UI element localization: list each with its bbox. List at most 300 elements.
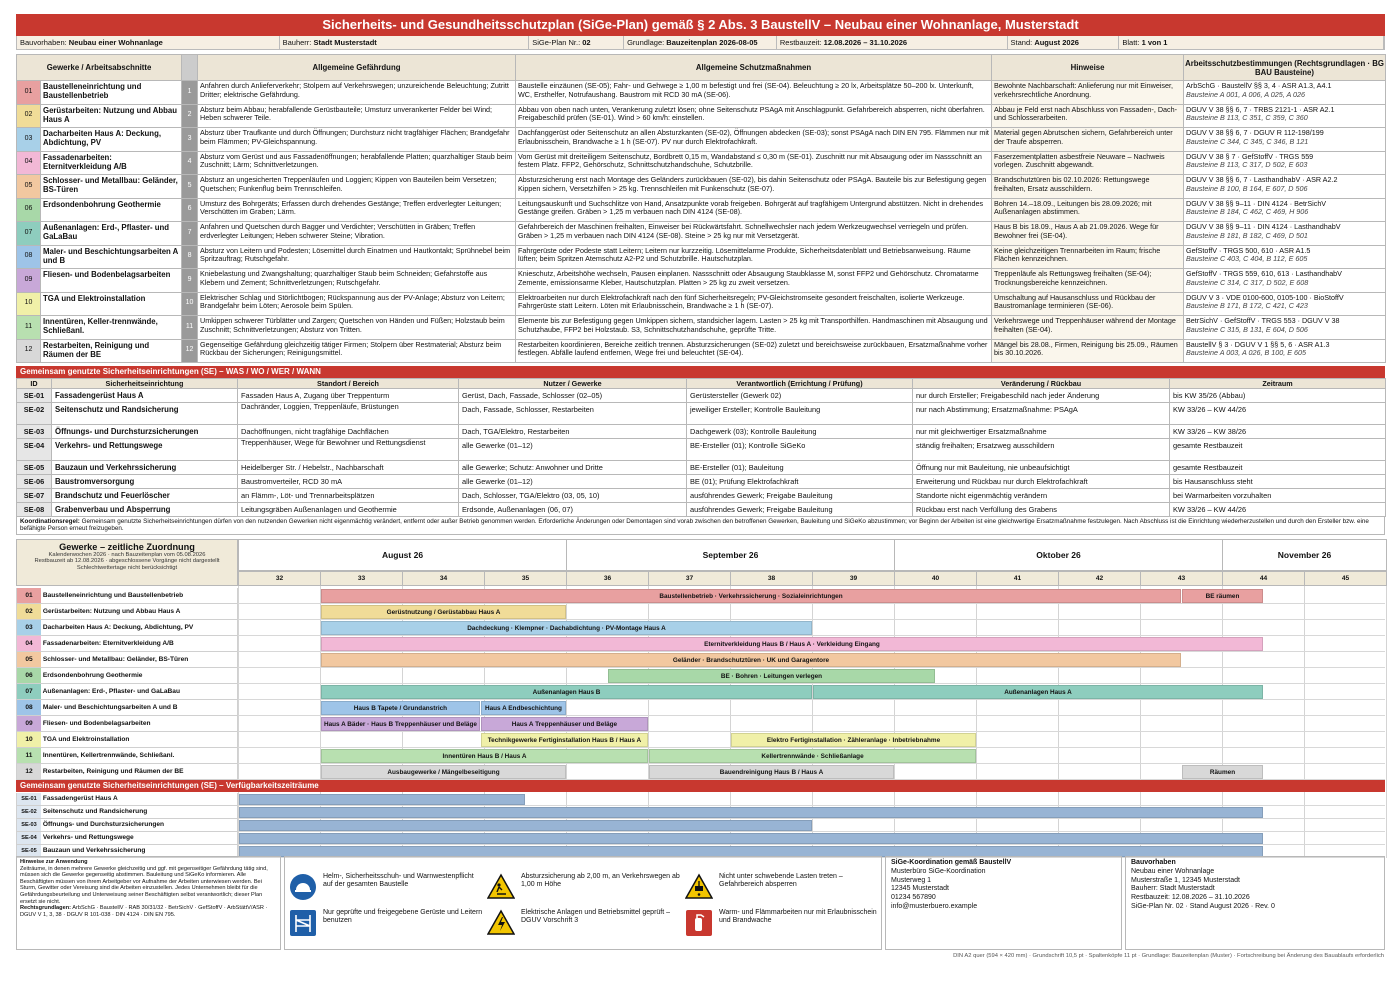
hazard-row — [17, 245, 1386, 269]
hazard-row — [17, 316, 1386, 340]
gantt-row-label — [16, 764, 238, 780]
gewerk-name: Gerüstarbeiten: Nutzung und Abbau Haus A — [41, 104, 182, 128]
recht-cell — [1184, 292, 1386, 316]
gantt-row-label — [16, 748, 238, 764]
meta-value: 1 von 1 — [1141, 38, 1168, 47]
gewerk-number: 07 — [17, 222, 41, 246]
gefaehrdung-cell: Elektrischer Schlag und Störlichtbogen; Rückspannung aus der PV-Anlage; Absturz von Leitern; Brandgefahr beim Löten; Aerosole beim Spülen. — [198, 292, 516, 316]
se-row — [17, 425, 1386, 439]
meta-value: 12.08.2026 – 31.10.2026 — [823, 38, 908, 47]
hinweis-cell: Haus B bis 18.09., Haus A ab 21.09.2026. Wege für Bewohner frei (SE-04). — [992, 222, 1184, 246]
se-cell: Heidelberger Str. / Hebelstr., Nachbarschaft — [238, 461, 459, 475]
se-cell: Erweiterung und Rückbau nur durch Elektrofachkraft — [913, 475, 1170, 489]
se-cell: nur durch Ersteller; Freigabeschild nach jeder Änderung — [913, 389, 1170, 403]
sheet-caption: DIN A2 quer (594 × 420 mm) · Grundschrift 10,5 pt · Spaltenköpfe 11 pt · Grundlage: Bauzeitenplan (Muster) · Fortschreibung bei Änderung des Bauablaufs erforderlich — [953, 953, 1384, 959]
gewerk-name: Erdsondenbohrung Geothermie — [41, 198, 182, 222]
se-cell: Erdsonde, Außenanlagen (06, 07) — [459, 503, 687, 517]
pictogram-text: Warm- und Flämmarbeiten nur mit Erlaubnisschein und Brandwache — [719, 909, 877, 925]
baustein-text: Bausteine A 003, A 026, B 100, E 605 — [1186, 348, 1307, 358]
week-header: 34 — [402, 571, 485, 586]
sigeko-line: 01234 567890 — [891, 894, 936, 902]
gefaehrdung-cell: Anfahren durch Anlieferverkehr; Stolpern auf Verkehrswegen; unzureichende Beleuchtung; Zutritt Dritter; elektrische Gefährdung. — [198, 81, 516, 105]
hinweis-cell: Mängel bis 28.08., Firmen, Reinigung bis 25.09., Räumen bis 30.10.2026. — [992, 339, 1184, 363]
step-number: 8 — [182, 245, 198, 269]
hinweis-cell: Keine gleichzeitigen Trennarbeiten im Raum; frische Flächen kennzeichnen. — [992, 245, 1184, 269]
se-cell: Dachöffnungen, nicht tragfähige Dachflächen — [238, 425, 459, 439]
se-cell: BE-Ersteller (01); Kontrolle SiGeKo — [687, 439, 913, 461]
fire-extinguisher-icon — [685, 909, 713, 937]
gantt-se-bar — [239, 807, 1263, 818]
step-number: 6 — [182, 198, 198, 222]
baustein-text: Bausteine C 403, C 404, B 112, E 605 — [1186, 254, 1308, 264]
recht-cell — [1184, 269, 1386, 293]
baustein-text: Bausteine A 001, A 006, A 025, A 026 — [1186, 89, 1305, 99]
hinweise-text: Zeiträume, in denen mehrere Gewerke gleichzeitig und ggf. mit gegenseitiger Gefährdung tätig sind, müssen sich die Gewerke gegenseitig abstimmen. Bauleitung und SiGeKo informieren. Alle Beschäftigten müssen von ihrem Arbeitgeber vor Aufnahme der Arbeiten unterwiesen werden. Bei Sturm, Gewitter oder Vereisung sind die Arbeiten einzustellen. Jedes Unternehmen bleibt für die Gefährdungsbeurteilung und Unterweisung seiner Beschäftigten selbst verantwortlich; dieser Plan ersetzt sie nicht. — [20, 865, 268, 905]
gantt-row-number: 02 — [17, 604, 41, 619]
week-header: 38 — [730, 571, 813, 586]
se-cell: Gerüstersteller (Gewerk 02) — [687, 389, 913, 403]
meta-value: Bauzeitenplan 2026-08-05 — [666, 38, 758, 47]
gantt-row-name: Außenanlagen: Erd-, Pflaster- und GaLaBau — [41, 688, 180, 695]
hazard-row — [17, 269, 1386, 293]
week-header: 40 — [894, 571, 977, 586]
se-cell: ausführendes Gewerk; Freigabe Bauleitung — [687, 489, 913, 503]
hinweise-box — [16, 856, 281, 950]
gantt-se-id: SE-04 — [17, 832, 41, 844]
recht-cell — [1184, 81, 1386, 105]
gewerk-number: 10 — [17, 292, 41, 316]
recht-label: Rechtsgrundlagen: — [20, 905, 71, 912]
gantt-row-label — [16, 700, 238, 716]
col-schutz: Allgemeine Schutzmaßnahmen — [516, 55, 992, 81]
baustein-text: Bausteine C 315, B 131, E 604, D 506 — [1186, 324, 1308, 334]
hinweise-title: Hinweise zur Anwendung — [20, 859, 88, 865]
gantt-row-label — [16, 604, 238, 620]
se-cell: Baustromverteiler, RCD 30 mA — [238, 475, 459, 489]
meta-value: August 2026 — [1034, 38, 1079, 47]
pictogram-text: Absturzsicherung ab 2,00 m, an Verkehrswegen ab 1,00 m Höhe — [521, 873, 680, 889]
gewerk-number: 12 — [17, 339, 41, 363]
pictogram-text: Helm-, Sicherheitsschuh- und Warnwestenpflicht auf der gesamten Baustelle — [323, 873, 474, 889]
gefaehrdung-cell: Anfahren und Quetschen durch Bagger und Verdichter; Verschütten in Gräben; Treffen erdverlegter Leitungen; Heben schwerer Steine; Vibration. — [198, 222, 516, 246]
gantt-row-name: Erdsondenbohrung Geothermie — [41, 672, 143, 679]
gantt-bar: Technikgewerke Fertiginstallation Haus B / Haus A — [481, 733, 648, 747]
se-header: Zeitraum — [1170, 379, 1386, 389]
recht-cell — [1184, 316, 1386, 340]
gantt-row-name: Schlosser- und Metallbau: Geländer, BS-Türen — [41, 656, 189, 663]
footer — [16, 856, 1385, 950]
month-header: November 26 — [1222, 539, 1387, 571]
gefaehrdung-cell: Absturz vom Gerüst und aus Fassadenöffnungen; herabfallende Platten; quarzhaltiger Staub beim Zuschnitt; Lärm; Schnittverletzungen. — [198, 151, 516, 175]
meta-field — [777, 36, 1008, 49]
gantt-row-label — [16, 620, 238, 636]
gantt-row-number: 01 — [17, 588, 41, 603]
week-header: 42 — [1058, 571, 1141, 586]
gantt-row-label — [16, 588, 238, 604]
se-cell: Fassadengerüst Haus A — [52, 389, 238, 403]
recht-text: BetrSichV · GefStoffV · TRGS 553 · DGUV V 38 — [1186, 316, 1340, 325]
meta-field — [624, 36, 777, 49]
se-row — [17, 389, 1386, 403]
se-cell: BE (01); Prüfung Elektrofachkraft — [687, 475, 913, 489]
hazard-row — [17, 292, 1386, 316]
se-cell: gesamte Restbauzeit — [1170, 439, 1386, 461]
se-cell: SE-07 — [17, 489, 52, 503]
se-cell: SE-06 — [17, 475, 52, 489]
month-header: August 26 — [238, 539, 567, 571]
hazard-row — [17, 222, 1386, 246]
se-cell: Standorte nicht eigenmächtig verändern — [913, 489, 1170, 503]
meta-label: Restbauzeit: — [779, 38, 824, 47]
gantt-row-label — [16, 636, 238, 652]
recht-text: DGUV V 38 § 7 · GefStoffV · TRGS 559 — [1186, 151, 1314, 161]
suspended-load-icon — [685, 873, 713, 901]
recht-text: DGUV V 38 §§ 6, 7 · LasthandhabV · ASR A2.2 — [1186, 175, 1338, 184]
sigeko-title: SiGe-Koordination gemäß BaustellV — [891, 859, 1012, 866]
gantt-row-number: 10 — [17, 732, 41, 747]
baustein-text: Bausteine B 100, B 164, E 607, D 506 — [1186, 183, 1308, 193]
se-cell: alle Gewerke; Schutz: Anwohner und Dritte — [459, 461, 687, 475]
gantt-row-number: 07 — [17, 684, 41, 699]
meta-field — [1008, 36, 1120, 49]
hinweis-cell: Material gegen Abrutschen sichern, Gefahrbereich unter der Traufe absperren. — [992, 128, 1184, 152]
gantt-row-label — [16, 668, 238, 684]
gantt-row-number: 04 — [17, 636, 41, 651]
gewerk-name: Außenanlagen: Erd-, Pflaster- und GaLaBau — [41, 222, 182, 246]
hinweis-cell: Abbau je Feld erst nach Abschluss von Fassaden-, Dach- und Schlosserarbeiten. — [992, 104, 1184, 128]
baustein-text: Bausteine B 184, C 462, C 469, H 906 — [1186, 207, 1309, 217]
gantt-bar: Haus A Treppenhäuser und Beläge — [481, 717, 648, 731]
se-cell: bis Hausanschluss steht — [1170, 475, 1386, 489]
pictogram-text: Nur geprüfte und freigegebene Gerüste und Leitern benutzen — [323, 909, 483, 925]
recht-cell — [1184, 245, 1386, 269]
gantt-row-number: 11 — [17, 748, 41, 763]
schutz-cell: Fahrgerüste oder Podeste statt Leitern; Leitern nur kurzzeitig. Lösemittelarme Produkte, Sicherheitsdatenblatt und Betriebsanweisung. Räume lüften; beim Spritzen Atemschutz A2-P2 und Schutzbrille. Hautschutzplan. — [516, 245, 992, 269]
gantt-bar: Dachdeckung · Klempner · Dachabdichtung · PV-Montage Haus A — [321, 621, 812, 635]
meta-value: Stadt Musterstadt — [313, 38, 377, 47]
gantt-row-name: Gerüstarbeiten: Nutzung und Abbau Haus A — [41, 608, 181, 615]
hazard-row — [17, 151, 1386, 175]
hinweis-cell: Bewohnte Nachbarschaft: Anlieferung nur mit Einweiser, verkehrsrechtliche Anordnung. — [992, 81, 1184, 105]
se-cell: nur nach Abstimmung; Ersatzmaßnahme: PSAgA — [913, 403, 1170, 425]
gantt-se-label — [16, 832, 238, 845]
se-cell: Dachränder, Loggien, Treppenläufe, Brüstungen — [238, 403, 459, 425]
se-header: Nutzer / Gewerke — [459, 379, 687, 389]
se-cell: Leitungsgräben Außenanlagen und Geothermie — [238, 503, 459, 517]
step-number: 1 — [182, 81, 198, 105]
scaffold-icon — [289, 909, 317, 937]
schutz-cell: Elektroarbeiten nur durch Elektrofachkraft nach den fünf Sicherheitsregeln; PV-Gleichstromseite gesondert freischalten, isolierte Werkzeuge. Fahrgerüste statt Leitern. Löten mit Erlaubnisschein, Brandwache ≥ 1 h (SE-07). — [516, 292, 992, 316]
gewerk-number: 04 — [17, 151, 41, 175]
gewerk-number: 06 — [17, 198, 41, 222]
gantt-se-label — [16, 806, 238, 819]
pictogram-item — [487, 909, 682, 937]
se-cell: ständig freihalten; Ersatzweg ausschildern — [913, 439, 1170, 461]
gantt-row-number: 09 — [17, 716, 41, 731]
gantt-se-name: Verkehrs- und Rettungswege — [41, 834, 134, 841]
se-cell: ausführendes Gewerk; Freigabe Bauleitung — [687, 503, 913, 517]
hinweis-cell: Verkehrswege und Treppenhäuser während der Montage freihalten (SE-04). — [992, 316, 1184, 340]
schutz-cell: Elemente bis zur Befestigung gegen Umkippen sichern, standsicher lagern. Lasten > 25 kg mit Transporthilfen. Handmaschinen mit Absaugung und Schutzhaube, FFP2 bei Holzstaub. S3, Schnittschutzhandschuhe, geprüfte Tritte. — [516, 316, 992, 340]
gewerk-number: 05 — [17, 175, 41, 199]
gantt-row-number: 12 — [17, 764, 41, 779]
recht-text: BaustellV § 3 · DGUV V 1 §§ 5, 6 · ASR A1.3 — [1186, 339, 1330, 349]
recht-text: DGUV V 38 §§ 6, 7 · TRBS 2121-1 · ASR A2.1 — [1186, 104, 1335, 114]
week-header: 39 — [812, 571, 895, 586]
se-cell: bis KW 35/26 (Abbau) — [1170, 389, 1386, 403]
pictogram-item — [487, 873, 682, 901]
se-header: Standort / Bereich — [238, 379, 459, 389]
gantt-row-name: Dacharbeiten Haus A: Deckung, Abdichtung, PV — [41, 624, 194, 631]
gewerk-number: 11 — [17, 316, 41, 340]
se-cell: Treppenhäuser, Wege für Bewohner und Rettungsdienst — [238, 439, 459, 461]
gantt-bar: Ausbaugewerke / Mängelbeseitigung — [321, 765, 566, 779]
gewerk-name: Dacharbeiten Haus A: Deckung, Abdichtung, PV — [41, 128, 182, 152]
se-cell: BE-Ersteller (01); Bauleitung — [687, 461, 913, 475]
helmet-icon — [289, 873, 317, 901]
se-header: Verantwortlich (Errichtung / Prüfung) — [687, 379, 913, 389]
se-cell: Gerüst, Dach, Fassade, Schlosser (02–05) — [459, 389, 687, 403]
electric-warning-icon — [487, 909, 515, 937]
week-header: 37 — [648, 571, 731, 586]
gantt-bar: Außenanlagen Haus A — [813, 685, 1263, 699]
se-cell: SE-01 — [17, 389, 52, 403]
meta-value: 02 — [582, 38, 591, 47]
hazard-row — [17, 175, 1386, 199]
baustein-text: Bausteine B 181, B 182, C 469, D 501 — [1186, 230, 1308, 240]
gantt-row-number: 03 — [17, 620, 41, 635]
step-number: 7 — [182, 222, 198, 246]
se-cell: Rückbau erst nach Verfüllung des Grabens — [913, 503, 1170, 517]
gantt-se-title: Gemeinsam genutzte Sicherheitseinrichtungen (SE) – Verfügbarkeitszeiträume — [16, 780, 1385, 792]
se-row — [17, 475, 1386, 489]
gantt-row-name: Fliesen- und Bodenbelagsarbeiten — [41, 720, 151, 727]
schutz-cell: Baustelle einzäunen (SE-05); Fahr- und Gehwege ≥ 1,00 m befestigt und frei (SE-04). Beleuchtung ≥ 20 lx, Arbeitsplätze 50–200 lx. Unterkunft, WC, Ersthelfer, Notrufaushang. Baustrom mit RCD 30 mA (SE-06). — [516, 81, 992, 105]
gantt-row-name: TGA und Elektroinstallation — [41, 736, 130, 743]
recht-cell — [1184, 339, 1386, 363]
hinweis-cell: Umschaltung auf Hausanschluss und Rückbau der Baustromanlage terminieren (SE-06). — [992, 292, 1184, 316]
step-number: 11 — [182, 316, 198, 340]
gantt-title: Gewerke – zeitliche Zuordnung — [59, 542, 195, 552]
sigeko-line: info@musterbuero.example — [891, 902, 978, 910]
se-cell: Brandschutz und Feuerlöscher — [52, 489, 238, 503]
sigeko-line: Musterweg 1 — [891, 876, 932, 884]
schutz-cell: Restarbeiten koordinieren, Bereiche zeitlich trennen. Absturzsicherungen (SE-02) zuletzt und bereichsweise zurückbauen, Ersatzmaßnahme vorher festlegen. Abfälle laufend entfernen, Wege frei und beleuchtet (SE-04). — [516, 339, 992, 363]
gantt-bar: Haus A Bäder · Haus B Treppenhäuser und Beläge — [321, 717, 480, 731]
gantt-row-number: 06 — [17, 668, 41, 683]
se-cell: SE-08 — [17, 503, 52, 517]
week-header: 35 — [484, 571, 567, 586]
se-section-title: Gemeinsam genutzte Sicherheitseinrichtungen (SE) – WAS / WO / WER / WANN — [16, 366, 1385, 378]
se-cell: jeweiliger Ersteller; Kontrolle Bauleitung — [687, 403, 913, 425]
gantt-bar: BE räumen — [1182, 589, 1263, 603]
gewerk-name: Innentüren, Keller-trennwände, Schließanl. — [41, 316, 182, 340]
koordinationsregel — [16, 517, 1385, 535]
recht-text: DGUV V 38 §§ 9–11 · DIN 4124 · LasthandhabV — [1186, 222, 1341, 231]
week-header: 36 — [566, 571, 649, 586]
se-cell: alle Gewerke (01–12) — [459, 475, 687, 489]
meta-label: Grundlage: — [627, 38, 667, 47]
step-number: 3 — [182, 128, 198, 152]
gantt-se-name: Öffnungs- und Durchsturzsicherungen — [41, 821, 165, 828]
gantt-bar: Baustellenbetrieb · Verkehrssicherung · Sozialeinrichtungen — [321, 589, 1181, 603]
month-header: Oktober 26 — [894, 539, 1223, 571]
gewerk-number: 01 — [17, 81, 41, 105]
step-number: 5 — [182, 175, 198, 199]
week-header: 43 — [1140, 571, 1223, 586]
step-number: 2 — [182, 104, 198, 128]
recht-text: DGUV V 38 §§ 9–11 · DIN 4124 · BetrSichV — [1186, 198, 1327, 208]
bau-line: SiGe-Plan Nr. 02 · Stand August 2026 · Rev. 0 — [1131, 902, 1275, 910]
recht-cell — [1184, 222, 1386, 246]
page-title: Sicherheits- und Gesundheitsschutzplan (SiGe-Plan) gemäß § 2 Abs. 3 BaustellV – Neubau einer Wohnanlage, Musterstadt — [16, 14, 1385, 36]
gewerk-number: 08 — [17, 245, 41, 269]
gantt-se-name: Fassadengerüst Haus A — [41, 795, 118, 802]
pictogram-item — [685, 909, 880, 937]
gefaehrdung-cell: Kniebelastung und Zwangshaltung; quarzhaltiger Staub beim Schneiden; Gefahrstoffe aus Klebern und Zement; Schnittverletzungen; Rutschgefahr. — [198, 269, 516, 293]
step-number: 9 — [182, 269, 198, 293]
schutz-cell: Abbau von oben nach unten, Verankerung zuletzt lösen; ohne Seitenschutz PSAgA mit Anschlagpunkt. Gefahrbereich absperren, nicht überfahren. Freigabeschild prüfen (SE-01). Wind > 60 km/h: einstellen. — [516, 104, 992, 128]
hazard-table — [16, 54, 1386, 363]
recht-cell — [1184, 198, 1386, 222]
se-cell: gesamte Restbauzeit — [1170, 461, 1386, 475]
se-cell: Fassaden Haus A, Zugang über Treppenturm — [238, 389, 459, 403]
se-cell: Verkehrs- und Rettungswege — [52, 439, 238, 461]
se-row — [17, 403, 1386, 425]
gewerk-name: Fassadenarbeiten: Eternitverkleidung A/B — [41, 151, 182, 175]
gantt-bar: Kellertrennwände · Schließanlage — [649, 749, 976, 763]
hinweis-cell: Treppenläufe als Rettungsweg freihalten (SE-04); Trocknungsbereiche kennzeichnen. — [992, 269, 1184, 293]
gefaehrdung-cell: Absturz von Leitern und Podesten; Lösemittel durch Einatmen und Hautkontakt; Sprühnebel beim Spritzauftrag; Rutschgefahr. — [198, 245, 516, 269]
gantt-row-name: Restarbeiten, Reinigung und Räumen der BE — [41, 768, 184, 775]
se-cell: nur mit gleichwertiger Ersatzmaßnahme — [913, 425, 1170, 439]
se-row — [17, 503, 1386, 517]
hazard-row — [17, 198, 1386, 222]
recht-text: ArbSchG · BaustellV §§ 3, 4 · ASR A1.3, A4.1 — [1186, 81, 1332, 90]
pictogram-text: Elektrische Anlagen und Betriebsmittel geprüft – DGUV Vorschrift 3 — [521, 909, 671, 925]
gantt-bar: BE · Bohren · Leitungen verlegen — [608, 669, 935, 683]
gantt-se-bar — [239, 794, 525, 805]
gefaehrdung-cell: Absturz an ungesicherten Treppenläufen und Loggien; Kippen von Bauteilen beim Versetzen; Quetschen; Funkenflug beim Trennschleifen. — [198, 175, 516, 199]
hinweis-cell: Brandschutztüren bis 02.10.2026: Rettungswege freihalten, Ersatz ausschildern. — [992, 175, 1184, 199]
week-header: 41 — [976, 571, 1059, 586]
gantt-row-number: 08 — [17, 700, 41, 715]
bau-line: Bauherr: Stadt Musterstadt — [1131, 885, 1215, 893]
schutz-cell: Vom Gerüst mit dreiteiligem Seitenschutz, Bordbrett 0,15 m, Wandabstand ≤ 0,30 m (SE-01). Zuschnitt nur mit Absaugung oder im Nassschnitt an festem Platz. FFP2, Gehörschutz, Schnittschutzhandschuhe, Schutzbrille. — [516, 151, 992, 175]
meta-bar — [16, 36, 1385, 50]
gantt-row-label — [16, 732, 238, 748]
gantt-se-id: SE-05 — [17, 845, 41, 857]
col-rechtsgrundlagen: Arbeitsschutzbestimmungen (Rechtsgrundlagen · BG BAU Bausteine) — [1184, 55, 1386, 81]
gantt-se-id: SE-01 — [17, 793, 41, 805]
gantt-sub2: Restbauzeit ab 12.08.2026 · abgeschlossene Vorgänge nicht dargestellt — [34, 558, 220, 565]
recht-cell — [1184, 104, 1386, 128]
se-cell: KW 33/26 – KW 44/26 — [1170, 503, 1386, 517]
gantt-bar: Gerüstnutzung / Gerüstabbau Haus A — [321, 605, 566, 619]
meta-label: SiGe-Plan Nr.: — [532, 38, 583, 47]
recht-cell — [1184, 128, 1386, 152]
week-header: 44 — [1222, 571, 1305, 586]
gantt-bar: Haus B Tapete / Grundanstrich — [321, 701, 480, 715]
baustein-text: Bausteine B 171, B 172, C 421, C 423 — [1186, 301, 1308, 311]
gewerk-number: 03 — [17, 128, 41, 152]
se-cell: bei Warmarbeiten vorzuhalten — [1170, 489, 1386, 503]
gantt-chart — [16, 539, 1385, 854]
koord-label: Koordinationsregel: — [20, 518, 80, 525]
recht-text: DGUV V 3 · VDE 0100-600, 0105-100 · BioStoffV — [1186, 292, 1344, 302]
schutz-cell: Absturzsicherung erst nach Montage des Geländers zurückbauen (SE-02), bis dahin Seitenschutz oder PSAgA. Bauteile bis zur Befestigung gegen Kippen sichern, Versetzhilfen > 25 kg. Trennschleifen mit Funkenschutz (SE-07). — [516, 175, 992, 199]
gantt-bar: Innentüren Haus B / Haus A — [321, 749, 648, 763]
schutz-cell: Gefahrbereich der Maschinen freihalten, Einweiser bei Rückwärtsfahrt. Schnellwechsler nach jedem Werkzeugwechsel verriegeln und prüfen. Gräben > 1,25 m verbauen nach DIN 4124 (SE-08). Steine > 25 kg nur mit Versetzgerät. — [516, 222, 992, 246]
gantt-se-label — [16, 793, 238, 806]
gefaehrdung-cell: Absturz beim Abbau; herabfallende Gerüstbauteile; Umsturz unverankerter Felder bei Wind; Heben schwerer Teile. — [198, 104, 516, 128]
sigeko-line: Musterbüro SiGe-Koordination — [891, 867, 986, 875]
gewerk-name: TGA und Elektroinstallation — [41, 292, 182, 316]
step-number: 12 — [182, 339, 198, 363]
baustein-text: Bausteine C 344, C 345, C 346, B 121 — [1186, 136, 1309, 146]
bau-title: Bauvorhaben — [1131, 859, 1176, 866]
week-gridline — [1386, 586, 1387, 858]
schutz-cell: Knieschutz, Arbeitshöhe wechseln, Pausen einplanen. Nassschnitt oder Absaugung Staubklasse M, sonst FFP2 und Gehörschutz. Chromatarme Zemente, emissionsarme Kleber, Hautschutzplan. Platten > 25 kg zu zweit versetzen. — [516, 269, 992, 293]
pictogram-box — [284, 856, 882, 950]
gantt-se-name: Bauzaun und Verkehrssicherung — [41, 847, 146, 854]
col-gewerke: Gewerke / Arbeitsabschnitte — [17, 55, 182, 81]
se-cell: SE-03 — [17, 425, 52, 439]
se-cell: SE-04 — [17, 439, 52, 461]
gewerk-name: Fliesen- und Bodenbelagsarbeiten — [41, 269, 182, 293]
gantt-row-label — [16, 684, 238, 700]
hinweis-cell: Faserzementplatten asbestfreie Neuware – Nachweis vorlegen. Zuschnitt abgewandt. — [992, 151, 1184, 175]
se-cell: Dach, TGA/Elektro, Restarbeiten — [459, 425, 687, 439]
gantt-se-id: SE-02 — [17, 806, 41, 818]
schutz-cell: Leitungsauskunft und Suchschlitze von Hand, Ansatzpunkte vorab freigeben. Bohrgerät auf tragfähigem Untergrund abstützen. Nicht in drehendes Gestänge greifen. Gräben > 1,25 m verbauen nach DIN 4124 (SE-08). — [516, 198, 992, 222]
gewerk-name: Restarbeiten, Reinigung und Räumen der BE — [41, 339, 182, 363]
se-row — [17, 439, 1386, 461]
se-cell: alle Gewerke (01–12) — [459, 439, 687, 461]
sigeko-line: 12345 Musterstadt — [891, 885, 949, 893]
gantt-bar: Elektro Fertiginstallation · Zähleranlage · Inbetriebnahme — [731, 733, 976, 747]
gantt-bar: Haus A Endbeschichtung — [481, 701, 566, 715]
hazard-row — [17, 339, 1386, 363]
se-table — [16, 378, 1386, 517]
sige-plan-sheet — [16, 14, 1385, 854]
gantt-bar: Bauendreinigung Haus B / Haus A — [649, 765, 894, 779]
meta-label: Bauvorhaben: — [20, 38, 69, 47]
week-header: 32 — [238, 571, 321, 586]
bau-line: Neubau einer Wohnanlage — [1131, 867, 1215, 875]
month-header: September 26 — [566, 539, 895, 571]
gantt-se-name: Seitenschutz und Randsicherung — [41, 808, 148, 815]
se-cell: Grabenverbau und Absperrung — [52, 503, 238, 517]
pictogram-item — [289, 909, 484, 937]
gantt-bar: Eternitverkleidung Haus B / Haus A · Verkleidung Eingang — [321, 637, 1263, 651]
se-cell: Dach, Schlosser, TGA/Elektro (03, 05, 10) — [459, 489, 687, 503]
bauvorhaben-card — [1125, 856, 1385, 950]
meta-field — [17, 36, 280, 49]
gefaehrdung-cell: Umkippen schwerer Türblätter und Zargen; Quetschen von Händen und Füßen; Holzstaub beim Zuschnitt; Schnittverletzungen; Absturz von Tritten. — [198, 316, 516, 340]
gantt-bar: Räumen — [1182, 765, 1263, 779]
week-header: 33 — [320, 571, 403, 586]
se-row — [17, 489, 1386, 503]
step-number: 4 — [182, 151, 198, 175]
gantt-row-number: 05 — [17, 652, 41, 667]
gantt-row-label — [16, 652, 238, 668]
gantt-row-name: Maler- und Beschichtungsarbeiten A und B — [41, 704, 178, 711]
col-gefaehrdung: Allgemeine Gefährdung — [198, 55, 516, 81]
week-header: 45 — [1304, 571, 1387, 586]
pictogram-item — [685, 873, 880, 901]
se-row — [17, 461, 1386, 475]
